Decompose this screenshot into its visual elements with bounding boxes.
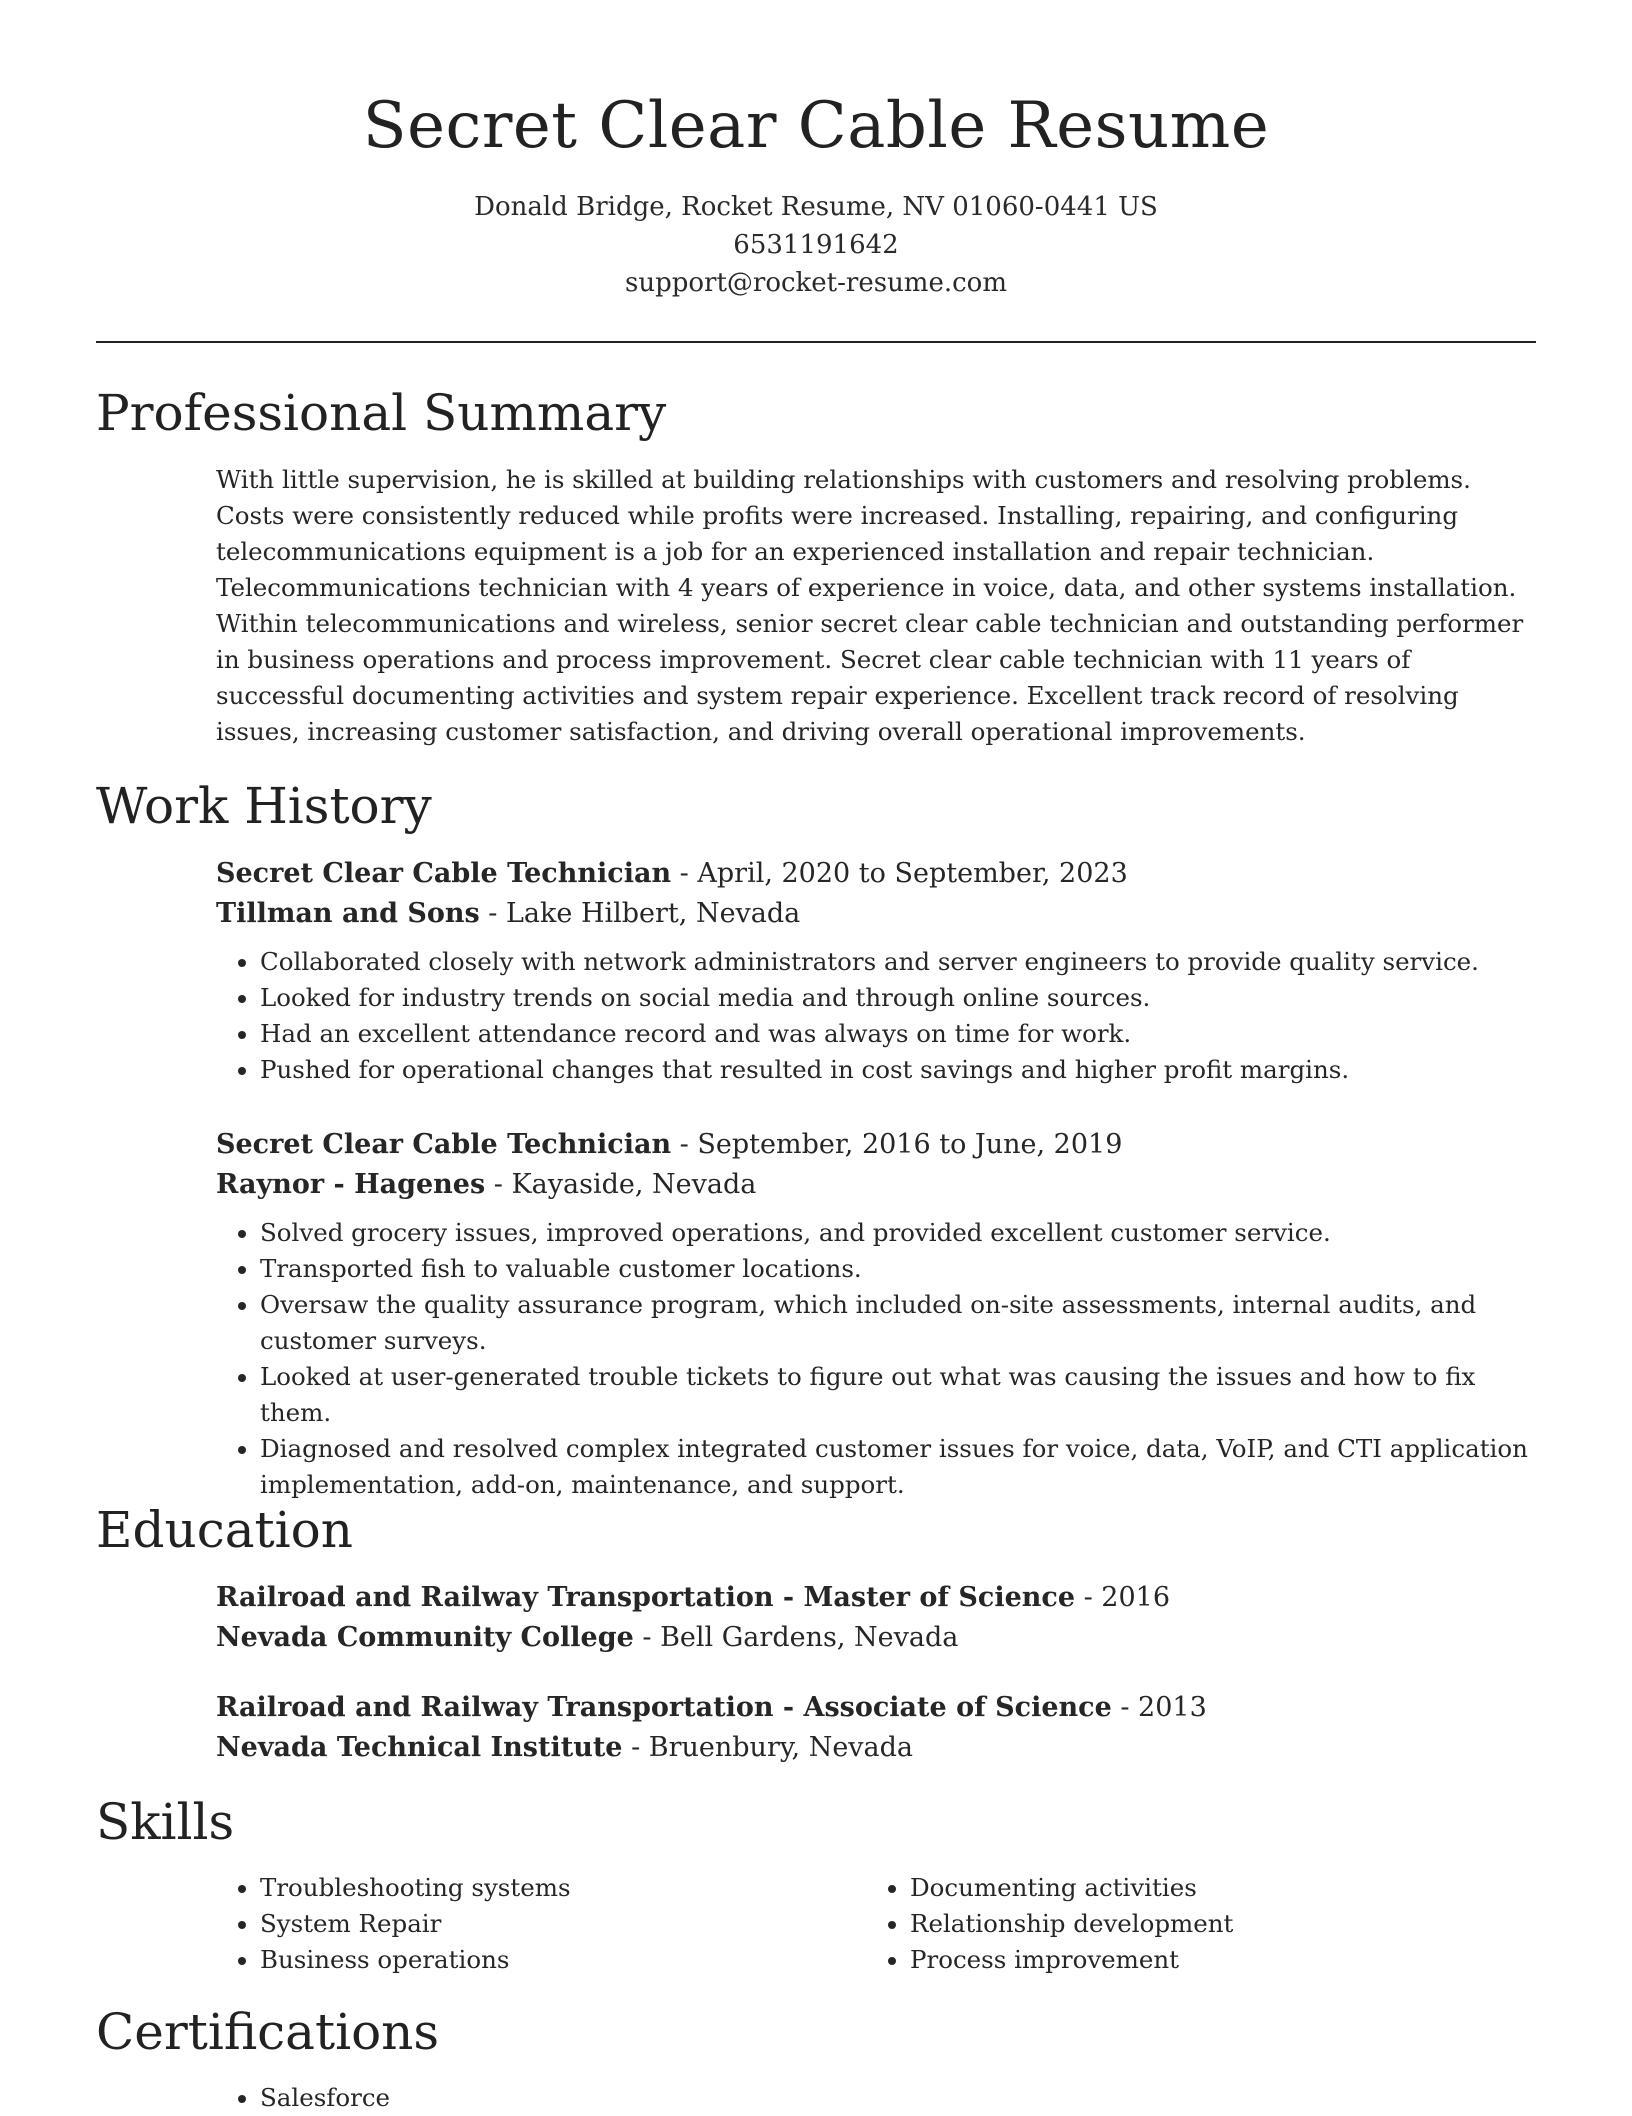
summary-text: With little supervision, he is skilled at building relationships with customers and resolving problems. Costs were consistently reduced while profits were increased. Installing, repairing, and configuring telecommunications equipment is a job for an experienced installation and repair technician. Telecommunications technician with 4 years of experience in voice, data, and other systems installation. Within telecommunications and wireless, senior secret clear cable technician and outstanding performer in business operations and process improvement. Secret clear cable technician with 11 years of successful documenting activities and system repair experience. Excellent track record of resolving issues, increasing customer satisfaction, and driving overall operational improvements. [216,465,1524,746]
education-degree-line [216,1578,1536,1618]
work-history-heading: Work History [96,777,432,835]
skills-section [216,1870,1536,1978]
contact-email: support@rocket-resume.com [624,268,1007,298]
contact-info [0,188,1632,302]
job-role: Secret Clear Cable Technician [216,858,672,889]
list-item: • Oversaw the quality assurance program, which included on-site assessments, internal audits, and customer surveys. [260,1287,1536,1359]
education-school-line [216,1728,1536,1768]
job-bullets [216,1215,1536,1503]
education-year: - 2016 [1075,1582,1171,1613]
contact-phone: 6531191642 [733,230,899,260]
certifications-section [216,2080,1536,2116]
job-entry [216,1125,1536,1503]
skills-list [216,1870,866,1978]
list-item: • Transported fish to valuable customer locations. [260,1251,1536,1287]
education-school: Nevada Technical Institute [216,1732,623,1763]
job-dates: - September, 2016 to June, 2019 [671,1129,1123,1160]
summary-heading: Professional Summary [96,384,667,442]
education-school: Nevada Community College [216,1622,634,1653]
job-company: Raynor - Hagenes [216,1169,486,1200]
list-item: • Pushed for operational changes that resulted in cost savings and higher profit margins. [260,1052,1536,1088]
job-title-line [216,1125,1536,1165]
list-item: • Looked at user-generated trouble tickets to figure out what was causing the issues and how to fix them. [260,1359,1536,1431]
certifications-heading: Certifications [96,2003,440,2061]
list-item: • Process improvement [910,1942,1516,1978]
job-bullets [216,944,1536,1088]
resume-title: Secret Clear Cable Resume [362,89,1270,163]
education-degree-line [216,1688,1536,1728]
skills-grid [216,1870,1536,1978]
education-school-line [216,1618,1536,1658]
education-heading: Education [96,1501,353,1559]
list-item: • Documenting activities [910,1870,1516,1906]
resume-header [0,0,1632,302]
job-entry [216,854,1536,1088]
education-year: - 2013 [1111,1692,1207,1723]
list-item: • Solved grocery issues, improved operations, and provided excellent customer service. [260,1215,1536,1251]
education-entry [216,1688,1536,1768]
skills-heading: Skills [96,1793,235,1851]
list-item: • Business operations [260,1942,866,1978]
job-company: Tillman and Sons [216,898,480,929]
job-title-line [216,854,1536,894]
job-company-line [216,1165,1536,1205]
education-entry [216,1578,1536,1658]
skills-column-right [866,1870,1516,1978]
list-item: • System Repair [260,1906,866,1942]
summary-section [216,462,1536,750]
list-item: • Salesforce [260,2080,1536,2116]
certifications-list [216,2080,1536,2116]
list-item: • Troubleshooting systems [260,1870,866,1906]
education-field: Railroad and Railway Transportation [216,1692,774,1723]
education-location: - Bell Gardens, Nevada [633,1622,959,1653]
list-item: • Diagnosed and resolved complex integrated customer issues for voice, data, VoIP, and CTI application implementation, add-on, maintenance, and support. [260,1431,1536,1503]
list-item: • Had an excellent attendance record and was always on time for work. [260,1016,1536,1052]
education-location: - Bruenbury, Nevada [622,1732,914,1763]
contact-address: Donald Bridge, Rocket Resume, NV 01060-0441 US [474,192,1158,222]
list-item: • Collaborated closely with network administrators and server engineers to provide quality service. [260,944,1536,980]
job-dates: - April, 2020 to September, 2023 [671,858,1128,889]
skills-column-left [216,1870,866,1978]
list-item: • Looked for industry trends on social media and through online sources. [260,980,1536,1016]
job-location: - Kayaside, Nevada [485,1169,757,1200]
education-field: Railroad and Railway Transportation [216,1582,774,1613]
job-company-line [216,894,1536,934]
list-item: • Relationship development [910,1906,1516,1942]
job-location: - Lake Hilbert, Nevada [479,898,801,929]
header-divider [96,341,1536,343]
education-degree: - Associate of Science [773,1692,1112,1723]
job-role: Secret Clear Cable Technician [216,1129,672,1160]
skills-list [866,1870,1516,1978]
education-degree: - Master of Science [773,1582,1076,1613]
